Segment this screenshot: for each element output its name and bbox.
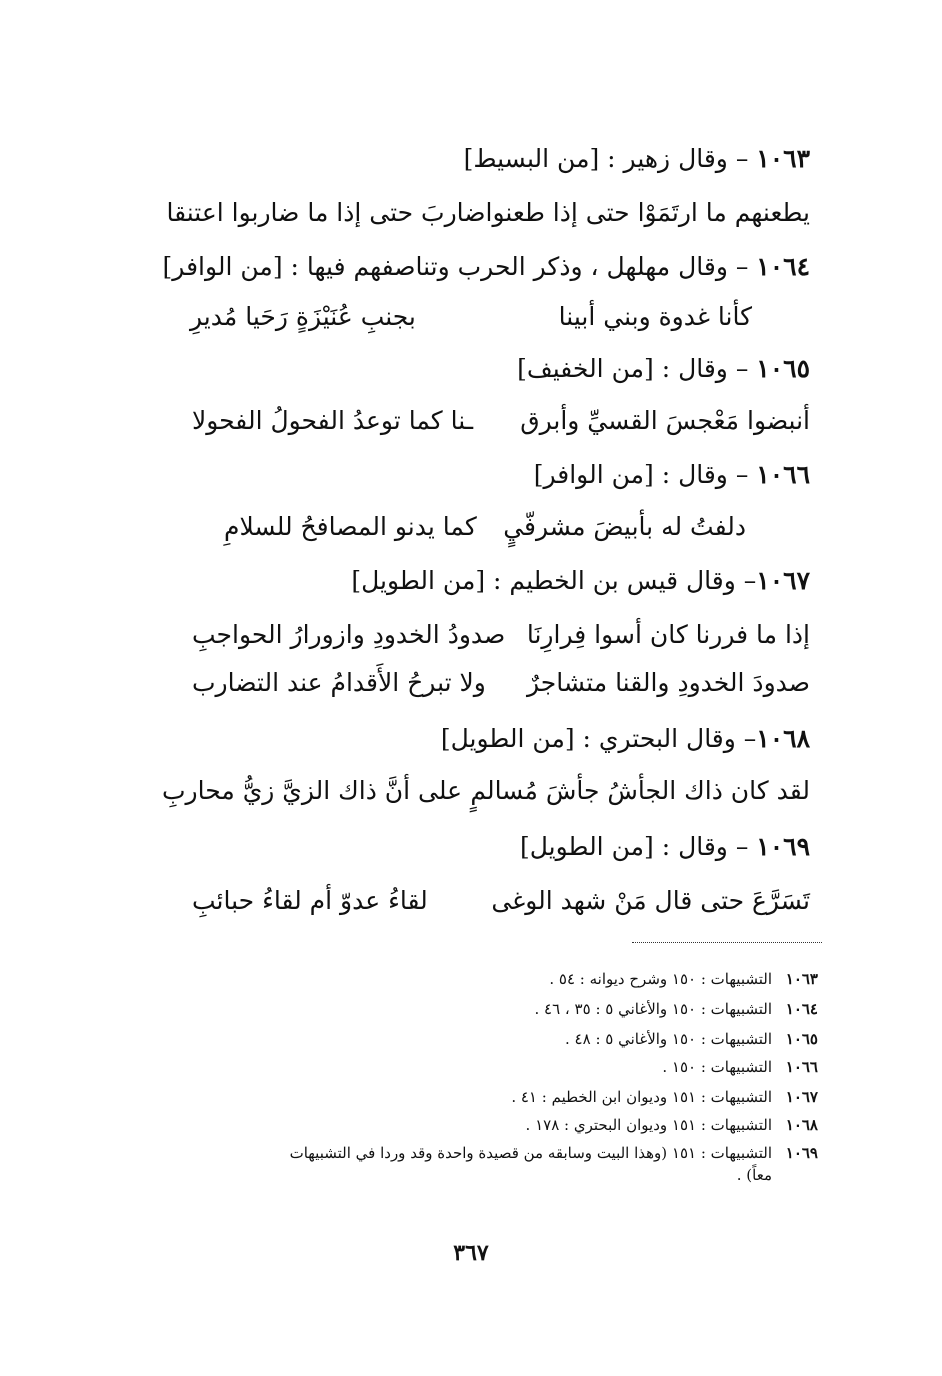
entry-heading-1064 bbox=[163, 250, 810, 284]
footnote-1066 bbox=[662, 1056, 818, 1078]
footnote-number: ١٠٦٧ bbox=[785, 1088, 818, 1106]
footnote-number: ١٠٦٩ bbox=[785, 1144, 818, 1162]
entry-intro: – وقال : [من الوافر] bbox=[533, 460, 757, 489]
footnote-number: ١٠٦٣ bbox=[785, 970, 818, 988]
verse-hemistich-second: ولا تبرحُ الأَقدامُ عند التضارب bbox=[192, 668, 486, 697]
entry-heading-1067 bbox=[351, 564, 810, 598]
verse-hemistich-second: على أنَّ ذاك الزيَّ زيُّ محاربِ bbox=[162, 776, 463, 805]
verse-1067-1 bbox=[192, 618, 810, 652]
verse-hemistich-second: كما يدنو المصافحُ للسلامِ bbox=[224, 512, 477, 541]
verse-1067-2 bbox=[192, 666, 810, 700]
footnote-number: ١٠٦٦ bbox=[785, 1058, 818, 1076]
footnote-separator bbox=[632, 942, 822, 943]
entry-heading-1069 bbox=[520, 830, 810, 864]
entry-number: ١٠٦٧ bbox=[756, 566, 810, 595]
verse-hemistich-first: لقد كان ذاك الجأشُ جأشَ مُسالمٍ bbox=[470, 776, 810, 805]
verse-hemistich-first: دلفتُ له بأبيضَ مشرفّيٍ bbox=[503, 512, 746, 541]
verse-1066-1 bbox=[224, 510, 746, 544]
entry-heading-1065 bbox=[517, 352, 810, 386]
entry-number: ١٠٦٣ bbox=[756, 144, 810, 173]
entry-number: ١٠٦٤ bbox=[756, 252, 810, 281]
verse-hemistich-first: إذا ما فررنا كان أسوا فِرارِنَا bbox=[526, 620, 810, 649]
verse-1069-1 bbox=[192, 884, 810, 918]
verse-1063-1 bbox=[166, 196, 810, 230]
entry-number: ١٠٦٥ bbox=[756, 354, 810, 383]
footnote-text: التشبيهات : ١٥١ وديوان البحتري : ١٧٨ . bbox=[525, 1116, 772, 1134]
verse-1065-1 bbox=[192, 404, 810, 438]
footnote-1065 bbox=[565, 1028, 818, 1050]
footnote-text: التشبيهات : ١٥٠ . bbox=[662, 1058, 772, 1076]
footnote-number: ١٠٦٥ bbox=[785, 1030, 818, 1048]
footnote-text: التشبيهات : ١٥٠ وشرح ديوانه : ٥٤ . bbox=[549, 970, 772, 988]
entry-heading-1068 bbox=[441, 722, 810, 756]
verse-hemistich-first: يطعنهم ما ارتَمَوْا حتى إذا طعنوا bbox=[485, 198, 810, 227]
footnote-text: التشبيهات : ١٥١ (وهذا البيت وسابقه من قصيدة واحدة وقد وردا في التشبيهات bbox=[289, 1144, 772, 1162]
footnote-text: التشبيهات : ١٥٠ والأغاني ٥ : ٣٥ ، ٤٦ . bbox=[534, 1000, 772, 1018]
footnote-1067 bbox=[511, 1086, 818, 1108]
verse-hemistich-first: كأنا غدوة وبني أبينا bbox=[558, 302, 752, 331]
verse-1068-1 bbox=[162, 774, 810, 808]
footnote-1064 bbox=[534, 998, 818, 1020]
footnote-text: التشبيهات : ١٥١ وديوان ابن الخطيم : ٤١ . bbox=[511, 1088, 772, 1106]
footnote-text-continued: معاً) . bbox=[736, 1166, 772, 1184]
entry-number: ١٠٦٦ bbox=[756, 460, 810, 489]
verse-hemistich-second: لقاءُ عدوّ أم لقاءُ حبائبِ bbox=[192, 886, 428, 915]
entry-intro: – وقال زهير : [من البسيط] bbox=[463, 144, 757, 173]
verse-hemistich-second: ضاربَ حتى إذا ما ضاربوا اعتنقا bbox=[166, 198, 486, 227]
verse-hemistich-second: صدودُ الخدودِ وازورارُ الحواجبِ bbox=[192, 620, 506, 649]
verse-1064-1 bbox=[190, 300, 752, 334]
verse-hemistich-second: بجنبِ عُنَيْزَةٍ رَحَيا مُديرِ bbox=[190, 302, 416, 331]
footnote-1063 bbox=[549, 968, 818, 990]
entry-intro: – وقال مهلهل ، وذكر الحرب وتناصفهم فيها : [من الوافر] bbox=[162, 252, 757, 281]
entry-heading-1063 bbox=[464, 142, 810, 176]
verse-hemistich-first: صدودَ الخدودِ والقنا متشاجرٌ bbox=[527, 668, 810, 697]
verse-hemistich-second: ـنا كما توعدُ الفحولُ الفحولا bbox=[192, 406, 474, 435]
entry-intro: – وقال البحتري : [من الطويل] bbox=[440, 724, 757, 753]
footnote-1068 bbox=[526, 1114, 818, 1136]
verse-hemistich-first: أنبضوا مَعْجسَ القسيِّ وأبرق bbox=[520, 406, 810, 435]
entry-intro: – وقال قيس بن الخطيم : [من الطويل] bbox=[351, 566, 757, 595]
footnote-number: ١٠٦٤ bbox=[785, 1000, 818, 1018]
entry-heading-1066 bbox=[534, 458, 810, 492]
entry-intro: – وقال : [من الخفيف] bbox=[517, 354, 757, 383]
footnote-number: ١٠٦٨ bbox=[785, 1116, 818, 1134]
entry-number: ١٠٦٨ bbox=[756, 724, 810, 753]
verse-hemistich-first: تَسَرَّعَ حتى قال مَنْ شهد الوغى bbox=[491, 886, 810, 915]
entry-intro: – وقال : [من الطويل] bbox=[520, 832, 757, 861]
entry-number: ١٠٦٩ bbox=[756, 832, 810, 861]
footnote-1069 bbox=[158, 1142, 818, 1186]
page-number: ٣٦٧ bbox=[453, 1240, 489, 1266]
footnote-text: التشبيهات : ١٥٠ والأغاني ٥ : ٤٨ . bbox=[565, 1030, 772, 1048]
